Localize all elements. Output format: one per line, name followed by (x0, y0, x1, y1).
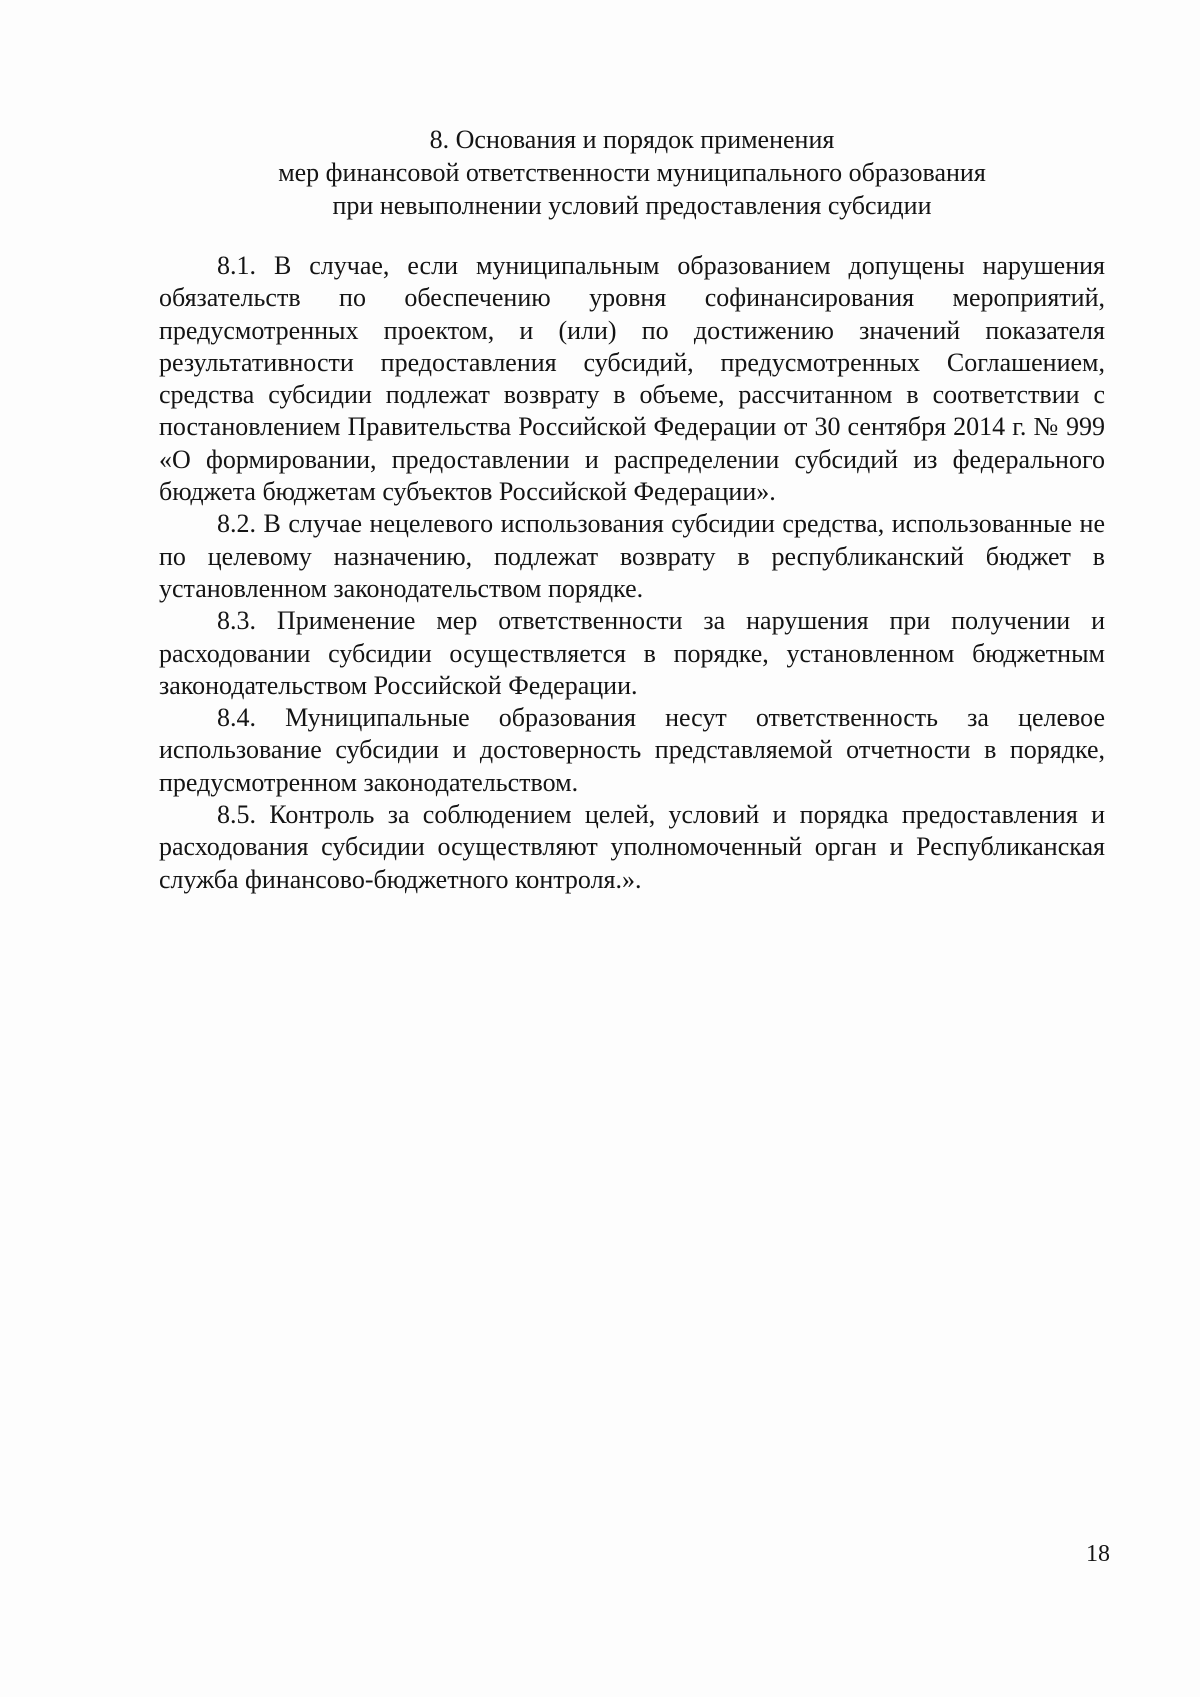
section-heading-line-1: 8. Основания и порядок применения (429, 125, 835, 154)
paragraph-8-5: 8.5. Контроль за соблюдением целей, условий и порядка предоставления и расходования субсидии осуществляют уполномоченный орган и Республиканская служба финансово-бюджетного контроля.». (159, 800, 1105, 894)
paragraph-8-4: 8.4. Муниципальные образования несут ответственность за целевое использование субсидии и достоверность представляемой отчетности в порядке, предусмотренном законодательством. (159, 703, 1105, 797)
paragraph-8-1: 8.1. В случае, если муниципальным образованием допущены нарушения обязательств по обеспечению уровня софинансирования мероприятий, предусмотренных проектом, и (или) по достижению значений показателя результативности предоставления субсидий, предусмотренных Соглашением, средства субсидии подлежат возврату в объеме, рассчитанном в соответствии с постановлением Правительства Российской Федерации от 30 сентября 2014 г. № 999 «О формировании, предоставлении и распределении субсидий из федерального бюджета бюджетам субъектов Российской Федерации». (159, 251, 1105, 507)
page-number: 18 (1086, 1541, 1110, 1567)
paragraph-8-2: 8.2. В случае нецелевого использования субсидии средства, использованные не по целевому назначению, подлежат возврату в республиканский бюджет в установленном законодательством порядке. (159, 509, 1105, 603)
section-heading (160, 123, 1104, 222)
section-heading-line-3: при невыполнении условий предоставления субсидии (332, 191, 932, 220)
document-body (159, 250, 1105, 896)
section-heading-line-2: мер финансовой ответственности муниципального образования (278, 158, 986, 187)
paragraph-8-3: 8.3. Применение мер ответственности за нарушения при получении и расходовании субсидии осуществляется в порядке, установленном бюджетным законодательством Российской Федерации. (159, 606, 1105, 700)
